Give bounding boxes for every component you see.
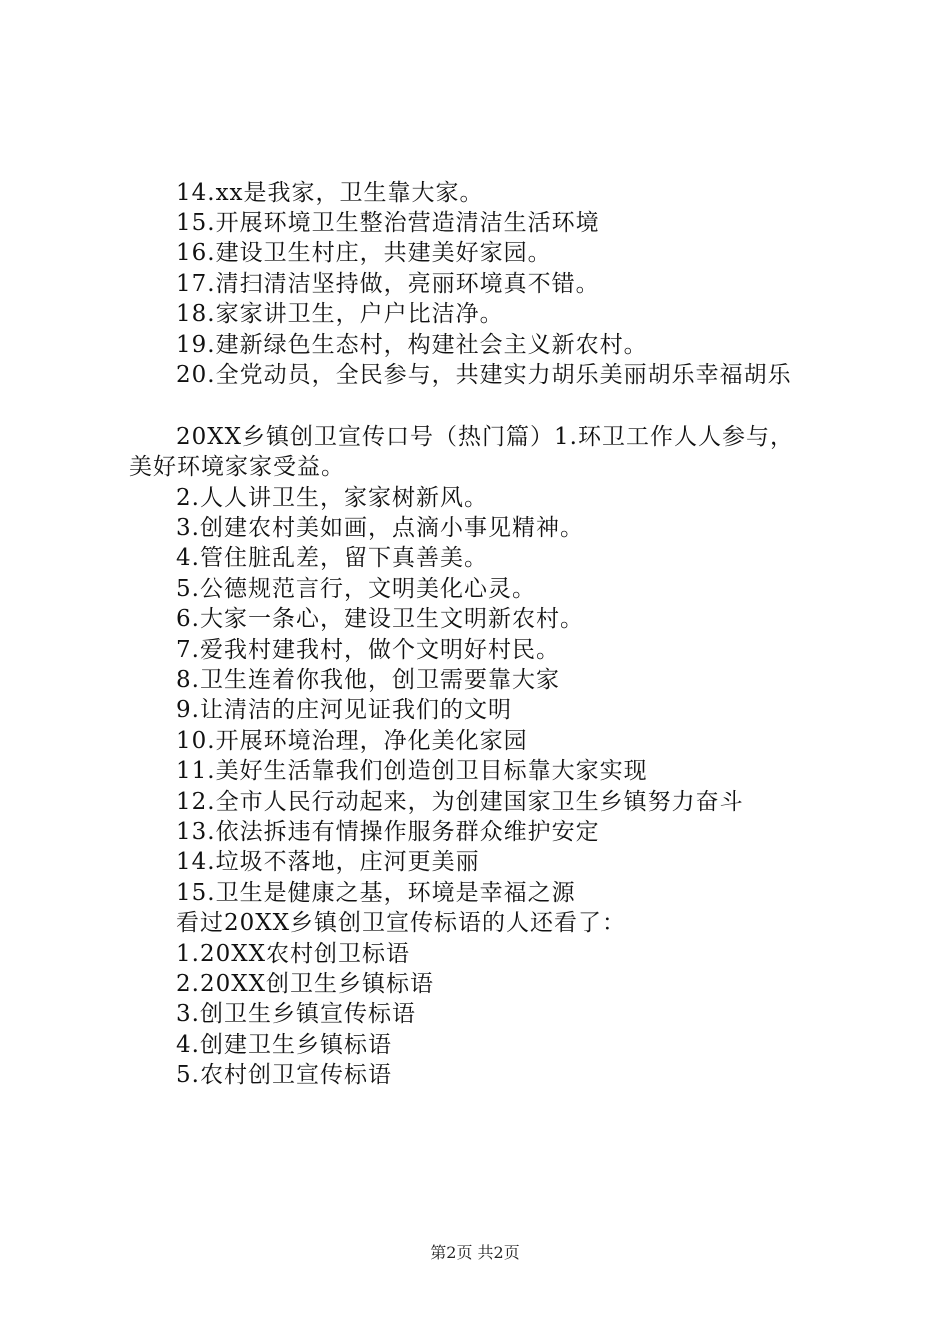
slogan-line: 13.依法拆违有情操作服务群众维护安定	[176, 819, 600, 845]
slogan-line: 17.清扫清洁坚持做，亮丽环境真不错。	[176, 271, 600, 297]
related-heading: 看过20XX乡镇创卫宣传标语的人还看了：	[176, 910, 627, 936]
slogan-line: 8.卫生连着你我他，创卫需要靠大家	[176, 667, 560, 693]
related-link[interactable]: 1.20XX农村创卫标语	[176, 941, 410, 967]
slogan-line: 3.创建农村美如画，点滴小事见精神。	[176, 515, 584, 541]
related-link[interactable]: 3.创卫生乡镇宣传标语	[176, 1001, 416, 1027]
related-link[interactable]: 4.创建卫生乡镇标语	[176, 1032, 392, 1058]
slogan-line: 19.建新绿色生态村，构建社会主义新农村。	[176, 332, 648, 358]
slogan-line: 7.爱我村建我村，做个文明好村民。	[176, 637, 560, 663]
slogan-line: 15.开展环境卫生整治营造清洁生活环境	[176, 210, 600, 236]
slogan-line: 18.家家讲卫生，户户比洁净。	[176, 301, 504, 327]
slogan-line: 10.开展环境治理，净化美化家园	[176, 728, 528, 754]
slogan-line: 11.美好生活靠我们创造创卫目标靠大家实现	[176, 758, 648, 784]
slogan-line: 5.公德规范言行，文明美化心灵。	[176, 576, 536, 602]
slogan-line: 14.xx是我家，卫生靠大家。	[176, 180, 484, 206]
slogan-line: 12.全市人民行动起来，为创建国家卫生乡镇努力奋斗	[176, 789, 744, 815]
slogan-line: 9.让清洁的庄河见证我们的文明	[176, 697, 512, 723]
slogan-line: 2.人人讲卫生，家家树新风。	[176, 485, 488, 511]
slogan-line: 15.卫生是健康之基，环境是幸福之源	[176, 880, 576, 906]
slogan-line: 4.管住脏乱差，留下真善美。	[176, 545, 488, 571]
slogan-line: 16.建设卫生村庄，共建美好家园。	[176, 240, 552, 266]
related-link[interactable]: 5.农村创卫宣传标语	[176, 1062, 392, 1088]
related-link[interactable]: 2.20XX创卫生乡镇标语	[176, 971, 434, 997]
section-heading-continuation: 美好环境家家受益。	[129, 454, 345, 480]
slogan-line: 14.垃圾不落地，庄河更美丽	[176, 849, 480, 875]
section-heading: 20XX乡镇创卫宣传口号（热门篇）1.环卫工作人人参与，	[176, 424, 794, 450]
slogan-line: 20.全党动员，全民参与，共建实力胡乐美丽胡乐幸福胡乐	[176, 362, 792, 388]
slogan-line: 6.大家一条心，建设卫生文明新农村。	[176, 606, 584, 632]
page-footer: 第2页 共2页	[430, 1243, 520, 1262]
